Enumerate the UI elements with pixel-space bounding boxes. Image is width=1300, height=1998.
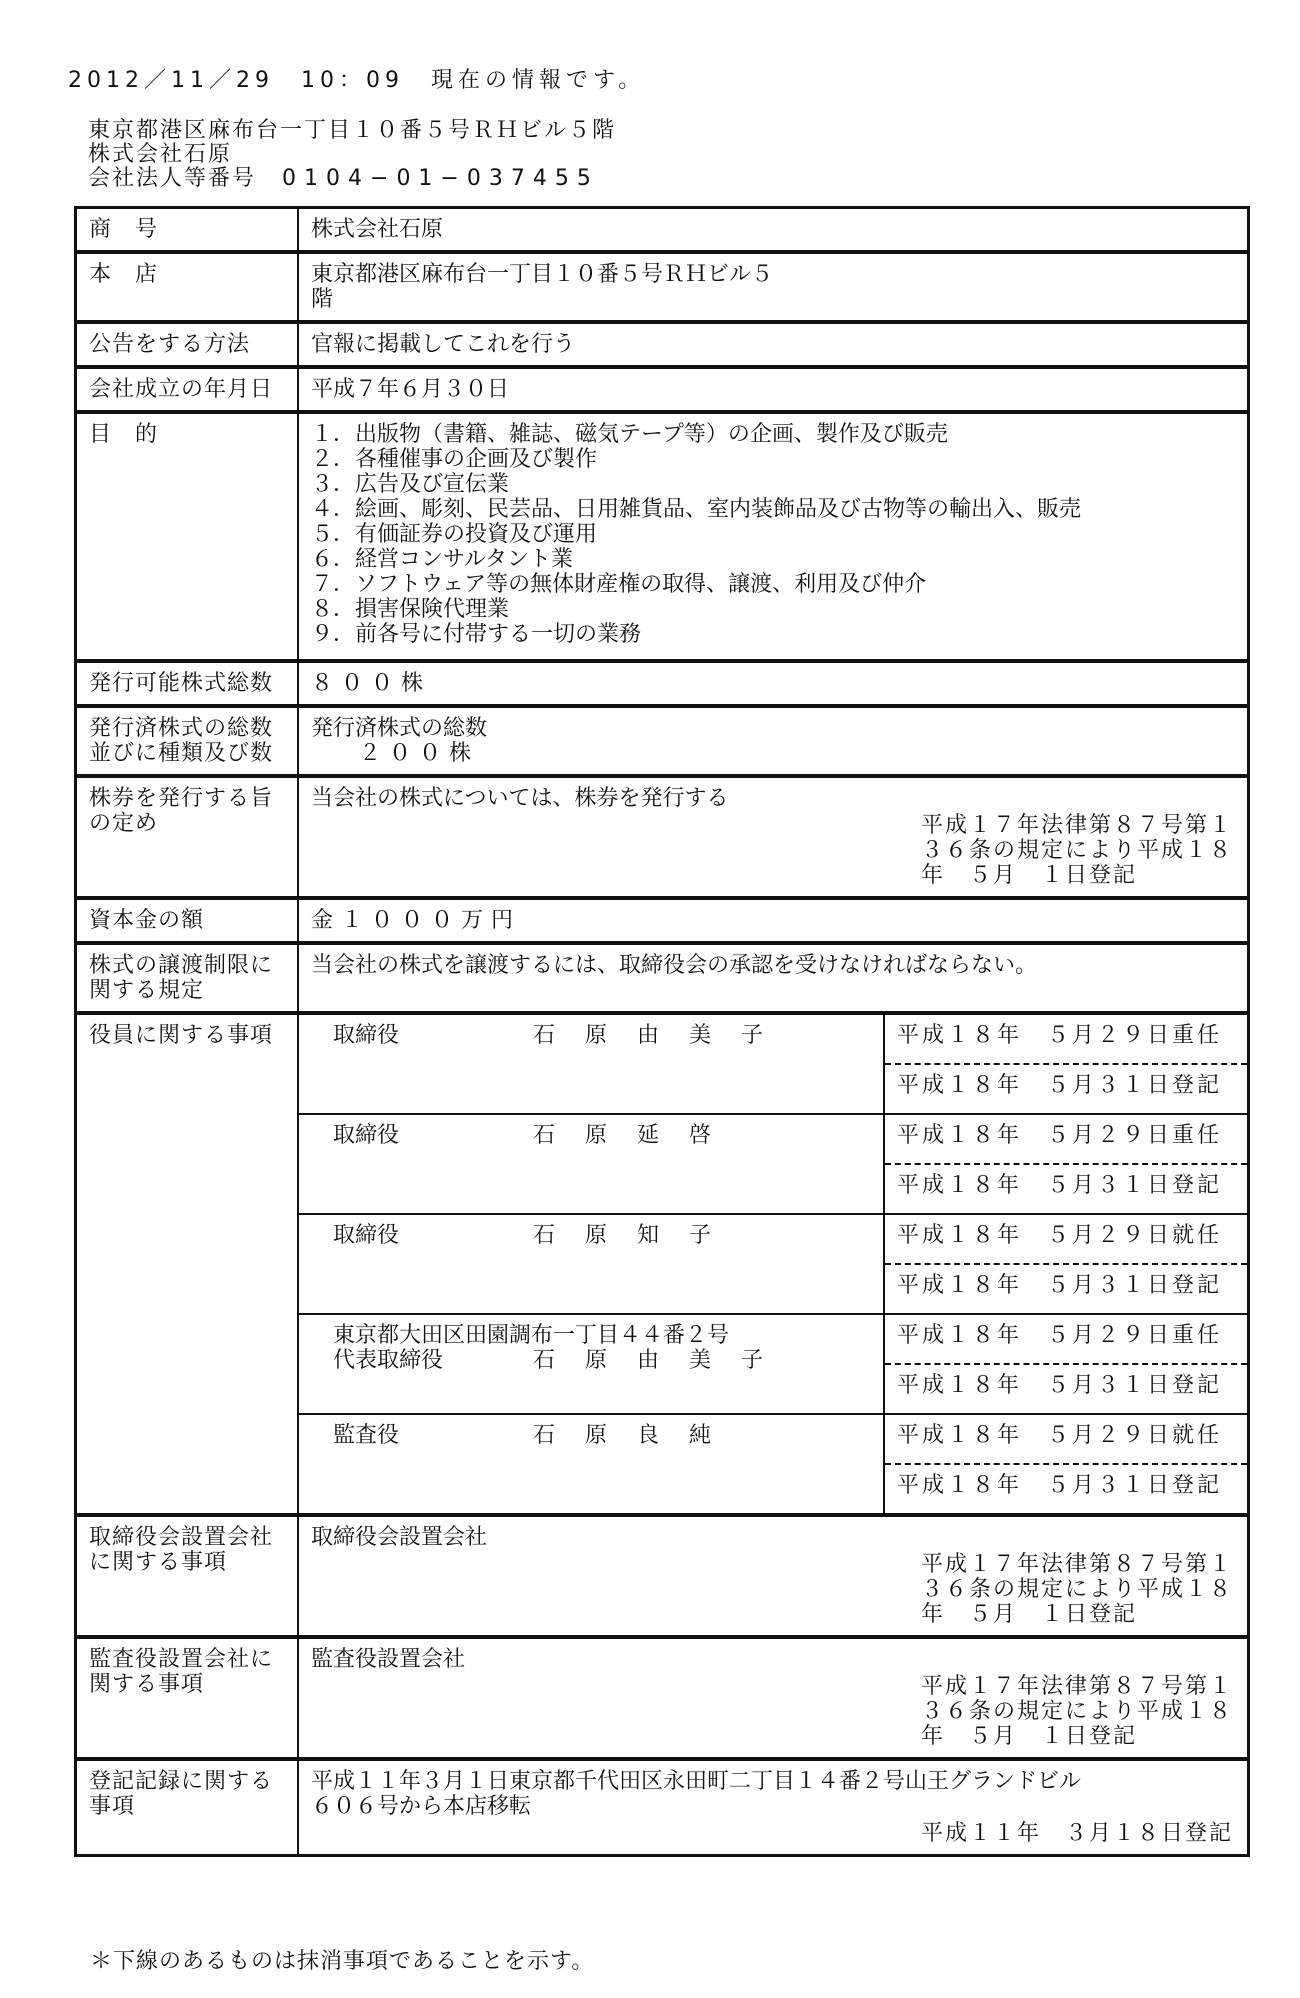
value-board (298, 1515, 1249, 1637)
note-line: ３６条の規定により平成１８ (920, 1577, 1233, 1602)
purpose-item: ９．前各号に付帯する一切の業務 (311, 622, 642, 647)
row-issued-shares (76, 706, 1249, 776)
label-notice: 公告をする方法 (76, 322, 299, 367)
history-label-1: 登記記録に関する (89, 1769, 274, 1794)
officer-entry (299, 1214, 884, 1314)
officer-role: 代表取締役 (333, 1348, 444, 1373)
head-office-line2: 階 (311, 287, 334, 312)
officer-entry (299, 1015, 884, 1114)
row-authorized-shares (76, 661, 1249, 706)
row-head-office (76, 252, 1249, 322)
officer-address: 東京都大田区田園調布一丁目４４番２号 (333, 1323, 730, 1348)
timestamp: 2012／11／29 10：09 (68, 68, 404, 93)
certificates-text: 当会社の株式については、株券を発行する (311, 786, 729, 811)
purpose-item: ６．経営コンサルタント業 (311, 547, 574, 572)
header-company: 株式会社石原 (88, 142, 233, 167)
officer-date-registered: 平成１８年 ５月３１日登記 (884, 1164, 1247, 1214)
value-trade-name: 株式会社石原 (298, 208, 1249, 253)
officer-row (299, 1114, 1247, 1164)
transfer-label-1: 株式の譲渡制限に (89, 953, 274, 978)
label-transfer (76, 943, 299, 1013)
value-officers (298, 1013, 1249, 1515)
head-office-line1: 東京都港区麻布台一丁目１０番５号ＲＨビル５ (311, 262, 774, 287)
value-capital: 金１０００万円 (298, 898, 1249, 943)
note-line: 年 ５月 １日登記 (920, 1602, 1137, 1627)
footer-note: ＊下線のあるものは抹消事項であることを示す。 (90, 1949, 595, 1974)
board-label-1: 取締役会設置会社 (89, 1525, 274, 1550)
value-auditor (298, 1637, 1249, 1759)
officer-date-appointed: 平成１８年 ５月２９日重任 (884, 1314, 1247, 1364)
history-line1: 平成１１年３月１日東京都千代田区永田町二丁目１４番２号山王グランドビル (311, 1769, 1082, 1794)
officer-date-appointed: 平成１８年 ５月２９日就任 (884, 1214, 1247, 1264)
officer-date-appointed: 平成１８年 ５月２９日重任 (884, 1015, 1247, 1064)
row-trade-name (76, 208, 1249, 253)
officer-role: 取締役 (333, 1023, 400, 1048)
purpose-item: ３．広告及び宣伝業 (311, 472, 510, 497)
value-authorized-shares: ８００株 (298, 661, 1249, 706)
officer-date-appointed: 平成１８年 ５月２９日重任 (884, 1114, 1247, 1164)
label-purpose: 目 的 (76, 412, 299, 661)
corp-number: 0104−01−037455 (282, 166, 599, 191)
corp-number-label: 会社法人等番号 (88, 166, 257, 191)
note-line: ３６条の規定により平成１８ (920, 1699, 1233, 1724)
auditor-note (311, 1674, 1237, 1749)
value-transfer: 当会社の株式を譲渡するには、取締役会の承認を受けなければならない。 (298, 943, 1249, 1013)
officer-name: 石原由美子 (533, 1023, 794, 1048)
label-founded: 会社成立の年月日 (76, 367, 299, 412)
issued-shares-heading: 発行済株式の総数 (311, 716, 488, 741)
value-history (298, 1759, 1249, 1856)
certificates-label-2: の定め (89, 811, 159, 836)
purpose-item: ８．損害保険代理業 (311, 597, 510, 622)
row-auditor (76, 1637, 1249, 1759)
note-line: 平成１７年法律第８７号第１ (920, 813, 1233, 838)
row-officers (76, 1013, 1249, 1515)
note-line: 年 ５月 １日登記 (920, 1724, 1137, 1749)
note-line: 平成１７年法律第８７号第１ (920, 1552, 1233, 1577)
label-board (76, 1515, 299, 1637)
note-line: 年 ５月 １日登記 (920, 863, 1137, 888)
label-issued-shares (76, 706, 299, 776)
row-transfer (76, 943, 1249, 1013)
row-board (76, 1515, 1249, 1637)
history-note: 平成１１年 ３月１８日登記 (920, 1821, 1233, 1846)
auditor-text: 監査役設置会社 (311, 1647, 466, 1672)
purpose-item: ２．各種催事の企画及び製作 (311, 447, 598, 472)
officer-date-registered: 平成１８年 ５月３１日登記 (884, 1264, 1247, 1314)
history-line2: ６０６号から本店移転 (311, 1794, 532, 1819)
purpose-item: ７．ソフトウェア等の無体財産権の取得、譲渡、利用及び仲介 (311, 572, 927, 597)
officer-role: 取締役 (333, 1223, 400, 1248)
certificates-note (311, 813, 1237, 888)
purpose-item: ４．絵画、彫刻、民芸品、日用雑貨品、室内装飾品及び古物等の輸出入、販売 (311, 497, 1082, 522)
row-capital (76, 898, 1249, 943)
row-history (76, 1759, 1249, 1856)
issued-shares-label-2: 並びに種類及び数 (89, 741, 274, 766)
row-founded (76, 367, 1249, 412)
row-certificates (76, 776, 1249, 898)
issued-shares-count: ２００株 (359, 741, 480, 766)
auditor-label-1: 監査役設置会社に (89, 1647, 274, 1672)
value-founded: 平成７年６月３０日 (298, 367, 1249, 412)
label-capital: 資本金の額 (76, 898, 299, 943)
officer-row (299, 1414, 1247, 1464)
officer-date-registered: 平成１８年 ５月３１日登記 (884, 1364, 1247, 1414)
officer-date-registered: 平成１８年 ５月３１日登記 (884, 1064, 1247, 1114)
officer-row (299, 1214, 1247, 1264)
officer-name: 石原知子 (533, 1223, 742, 1248)
corp-number-line (88, 166, 599, 192)
officer-date-registered: 平成１８年 ５月３１日登記 (884, 1464, 1247, 1513)
board-note (311, 1552, 1237, 1627)
transfer-label-2: 関する規定 (89, 978, 205, 1003)
officers-table (299, 1015, 1247, 1513)
registry-table (74, 206, 1250, 1857)
note-line: ３６条の規定により平成１８ (920, 838, 1233, 863)
row-notice (76, 322, 1249, 367)
row-purpose (76, 412, 1249, 661)
officer-row (299, 1314, 1247, 1364)
value-purpose (298, 412, 1249, 661)
value-notice: 官報に掲載してこれを行う (298, 322, 1249, 367)
officer-entry (299, 1314, 884, 1414)
officer-name: 石原由美子 (533, 1348, 794, 1373)
history-label-2: 事項 (89, 1794, 136, 1819)
value-certificates (298, 776, 1249, 898)
issued-shares-label-1: 発行済株式の総数 (89, 716, 274, 741)
label-certificates (76, 776, 299, 898)
certificates-label-1: 株券を発行する旨 (89, 786, 274, 811)
label-authorized-shares: 発行可能株式総数 (76, 661, 299, 706)
officer-row (299, 1015, 1247, 1064)
officer-name: 石原延啓 (533, 1123, 742, 1148)
officer-name: 石原良純 (533, 1423, 742, 1448)
timestamp-line (68, 68, 645, 94)
auditor-label-2: 関する事項 (89, 1672, 205, 1697)
officer-entry (299, 1414, 884, 1513)
label-trade-name: 商 号 (76, 208, 299, 253)
value-head-office (298, 252, 1249, 322)
label-history (76, 1759, 299, 1856)
note-line: 平成１７年法律第８７号第１ (920, 1674, 1233, 1699)
officer-date-appointed: 平成１８年 ５月２９日就任 (884, 1414, 1247, 1464)
officer-role: 監査役 (333, 1423, 400, 1448)
label-head-office: 本 店 (76, 252, 299, 322)
timestamp-suffix: 現在の情報です。 (430, 68, 646, 93)
label-auditor (76, 1637, 299, 1759)
header-address: 東京都港区麻布台一丁目１０番５号ＲＨビル５階 (88, 118, 617, 143)
board-text: 取締役会設置会社 (311, 1525, 488, 1550)
purpose-item: １．出版物（書籍、雑誌、磁気テープ等）の企画、製作及び販売 (311, 422, 948, 447)
officer-entry (299, 1114, 884, 1214)
officer-role: 取締役 (333, 1123, 400, 1148)
purpose-item: ５．有価証券の投資及び運用 (311, 522, 598, 547)
board-label-2: に関する事項 (89, 1550, 228, 1575)
value-issued-shares (298, 706, 1249, 776)
label-officers: 役員に関する事項 (76, 1013, 299, 1515)
